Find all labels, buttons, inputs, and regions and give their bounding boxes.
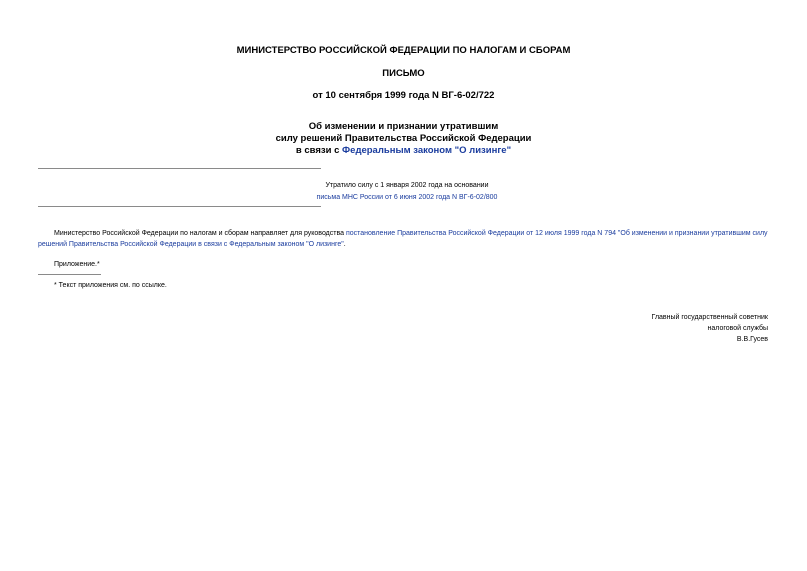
divider-bottom (38, 206, 321, 207)
signature-name: В.В.Гусев (736, 336, 768, 343)
subject-line-3 (0, 145, 807, 157)
lost-force-link[interactable]: письма МНС России от 6 июня 2002 года N ВГ-6-02/800 (316, 194, 498, 201)
lost-force-text: Утратило силу с 1 января 2002 года на основании (325, 182, 489, 189)
signature-service: налоговой службы (707, 325, 768, 332)
divider-top (38, 168, 321, 169)
ministry-title: МИНИСТЕРСТВО РОССИЙСКОЙ ФЕДЕРАЦИИ ПО НАЛОГАМ И СБОРАМ (236, 45, 571, 56)
body-suffix: . (343, 241, 346, 248)
footnote-divider (38, 274, 101, 275)
subject-line-3-prefix: в связи с (295, 145, 343, 156)
signature-block (652, 312, 768, 345)
document-subject (0, 121, 807, 157)
subject-line-1: Об изменении и признании утратившим (308, 121, 499, 132)
resolution-link[interactable]: постановление Правительства Российской Федерации от 12 июля 1999 года N 794 "Об изменении и признании утратившим силу решений Правительства Российской Федерации в связи с Федеральным законом "О лизинге" (38, 230, 768, 248)
footnote: * Текст приложения см. по ссылке. (54, 282, 167, 289)
document-type: ПИСЬМО (382, 68, 425, 79)
subject-line-2: силу решений Правительства Российской Федерации (275, 133, 532, 144)
body-text: Министерство Российской Федерации по налогам и сборам направляет для руководства (54, 230, 346, 237)
document-date-number: от 10 сентября 1999 года N ВГ-6-02/722 (312, 90, 495, 101)
appendix-label: Приложение.* (54, 261, 100, 268)
lost-force-notice (212, 180, 602, 204)
law-on-leasing-link[interactable]: Федеральным законом "О лизинге" (342, 145, 512, 156)
signature-position: Главный государственный советник (651, 314, 768, 321)
body-paragraph (38, 228, 773, 250)
